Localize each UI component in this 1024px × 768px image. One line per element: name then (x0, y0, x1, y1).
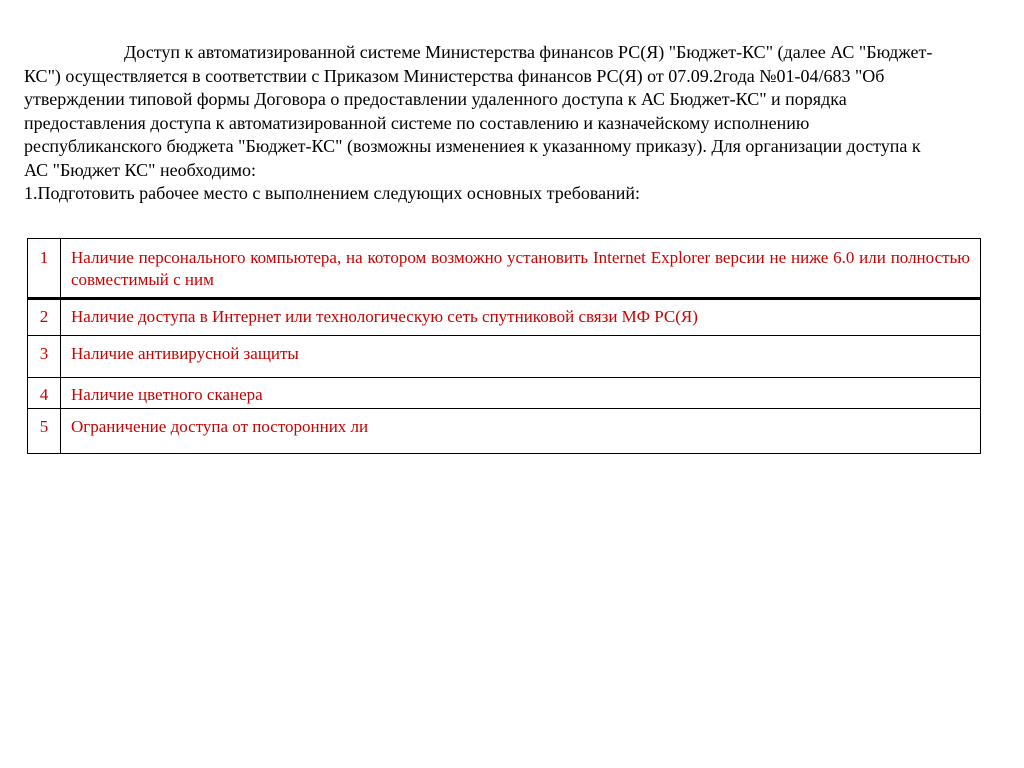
requirement-text: Наличие цветного сканера (61, 378, 981, 409)
requirement-text: Наличие доступа в Интернет или технологическую сеть спутниковой связи МФ РС(Я) (61, 299, 981, 336)
row-number: 3 (28, 336, 61, 378)
requirement-text: Ограничение доступа от посторонних ли (61, 409, 981, 454)
row-number: 1 (28, 239, 61, 299)
requirement-text: Наличие персонального компьютера, на котором возможно установить Internet Explorer версии не ниже 6.0 или полностью совместимый с ним (61, 239, 981, 299)
requirement-text: Наличие антивирусной защиты (61, 336, 981, 378)
table-row (28, 239, 981, 299)
table-row (28, 336, 981, 378)
intro-paragraph: Доступ к автоматизированной системе Министерства финансов РС(Я) "Бюджет-КС" (далее АС "Бюджет- КС") осуществляется в соответствии с Приказом Министерства финансов РС(Я) от 07.09.2года №01-04/683 "Об утверждении типовой формы Договора о предоставлении удаленного доступа к АС Бюджет-КС" и порядка предоставления доступа к автоматизированной системе по составлению и казначейскому исполнению республиканского бюджета "Бюджет-КС" (возможны изменениея к указанному приказу). Для организации доступа к АС "Бюджет КС" необходимо: (24, 42, 933, 180)
step-1-heading: 1.Подготовить рабочее место с выполнением следующих основных требований: (24, 183, 641, 203)
requirements-table (27, 238, 981, 454)
table-row (28, 299, 981, 336)
intro-text (24, 41, 1024, 206)
table-row (28, 409, 981, 454)
row-number: 2 (28, 299, 61, 336)
table-row (28, 378, 981, 409)
row-number: 4 (28, 378, 61, 409)
row-number: 5 (28, 409, 61, 454)
